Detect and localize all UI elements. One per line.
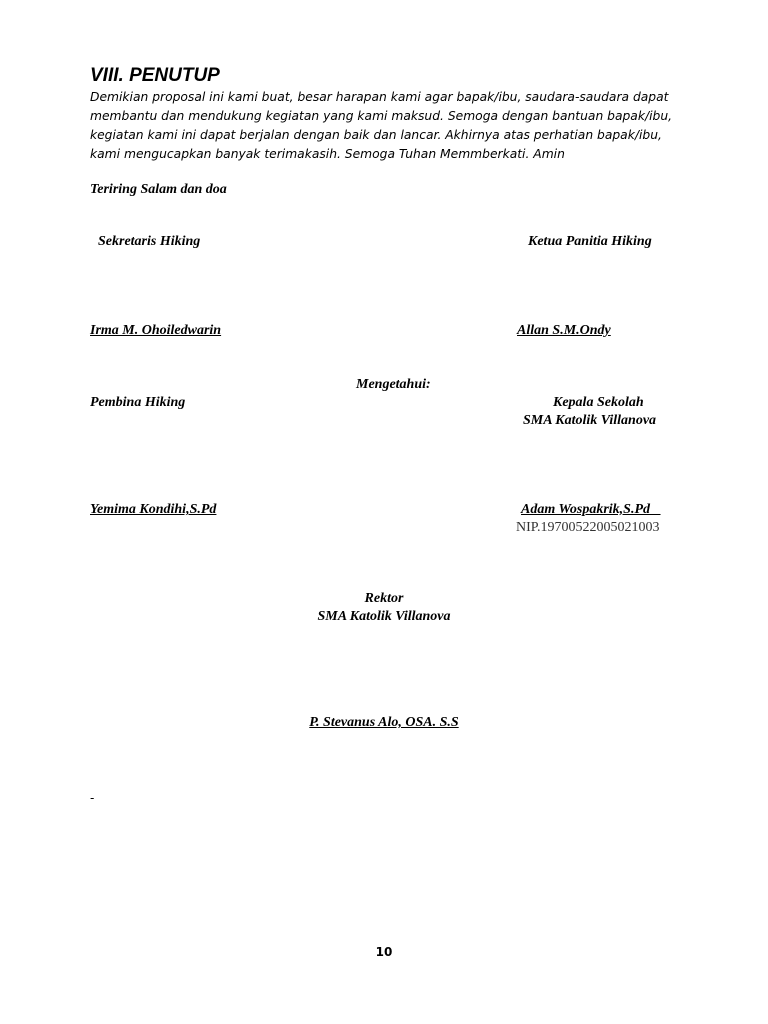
kepala-sekolah-name: Adam Wospakrik,S.Pd xyxy=(521,502,661,517)
closing-paragraph xyxy=(90,88,690,164)
paragraph-line: membantu dan mendukung kegiatan yang kami maksud. Semoga dengan bantuan bapak/ibu, xyxy=(90,109,673,123)
rektor-name: P. Stevanus Alo, OSA. S.S xyxy=(309,715,459,730)
paragraph-line: kegiatan kami ini dapat berjalan dengan baik dan lancar. Akhirnya atas perhatian bapak/ibu, xyxy=(90,128,662,142)
rektor-school: SMA Katolik Villanova xyxy=(317,609,451,624)
mengetahui-label: Mengetahui: xyxy=(356,377,431,392)
pembina-role: Pembina Hiking xyxy=(90,395,186,410)
rektor-role: Rektor xyxy=(364,591,404,606)
sekretaris-name: Irma M. Ohoiledwarin xyxy=(90,323,222,338)
greeting-text: Teriring Salam dan doa xyxy=(90,182,227,197)
section-heading: VIII. PENUTUP xyxy=(90,65,220,86)
kepala-sekolah-role: Kepala Sekolah xyxy=(553,395,644,410)
rektor-name-wrapper xyxy=(234,714,534,732)
dash-mark: - xyxy=(90,791,95,805)
ketua-name: Allan S.M.Ondy xyxy=(517,323,611,338)
kepala-sekolah-nip: NIP.19700522005021003 xyxy=(516,520,660,535)
kepala-sekolah-school: SMA Katolik Villanova xyxy=(523,413,657,428)
page-number: 10 xyxy=(375,945,393,959)
sekretaris-role: Sekretaris Hiking xyxy=(98,234,201,249)
paragraph-line: Demikian proposal ini kami buat, besar harapan kami agar bapak/ibu, saudara-saudara dapat xyxy=(90,90,669,104)
paragraph-line: kami mengucapkan banyak terimakasih. Semoga Tuhan Memmberkati. Amin xyxy=(90,147,565,161)
pembina-name: Yemima Kondihi,S.Pd xyxy=(90,502,217,517)
ketua-role: Ketua Panitia Hiking xyxy=(528,234,652,249)
